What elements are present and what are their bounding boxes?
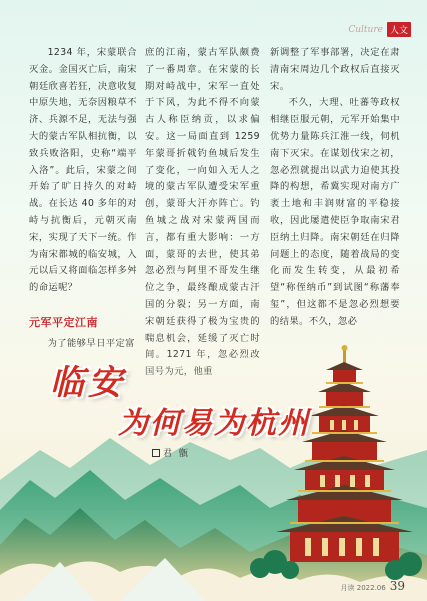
section-label-cn: 人文 <box>387 22 411 37</box>
page-number: 39 <box>389 579 405 593</box>
section-label-en: Culture <box>348 24 383 35</box>
paragraph: 庶的江南，蒙古军队颇费了一番周章。在宋蒙的长期对峙战中，宋军一直处于下风，为此不得不向蒙古人称臣纳贡，以求偏安。这一局面直到 1259 年蒙哥折戟钓鱼城后发生了变化，一向如入无人之境的蒙古军队遭受宋军重创，蒙哥大汗亦阵亡。钓鱼城之战对宋蒙两国而言，都有重大影响：一方面，蒙哥的去世，使其弟忽必烈与阿里不哥发生继位之争，最终酿成蒙古汗国的分裂；另一方面，南宋朝廷获得了极为宝贵的 <box>145 47 260 327</box>
magazine-issue: 月读 2022.06 <box>340 584 386 592</box>
byline-square-icon <box>152 449 160 457</box>
author-byline <box>152 446 190 459</box>
paragraph: 不久，大理、吐蕃等政权相继臣服元朝，元军开始集中优势力量陈兵江淮一线，伺机南下灭宋。在谋划伐宋之初，忽必烈就提出以武力迫使其投降的构想，希冀实现对南方广袤土地和丰润财富的平稳接收，因此屡遣使臣争取南宋君臣纳土归降。南宋朝廷在归降问题上的态度，随着战局的变化而发生转变，从最初希望“称侄纳币”到试图“称藩奉玺”，但这都不是忽必烈想要的结果。不久，忽必 <box>270 97 400 327</box>
text-column-1 <box>29 45 137 353</box>
section-header <box>348 22 411 37</box>
page-footer <box>341 579 405 593</box>
paragraph: 新调整了军事部署，决定在肃清南宋周边几个政权后直接灭宋。 <box>270 47 400 92</box>
article-title-line1: 临安 <box>50 363 126 403</box>
section-subheading: 元军平定江南 <box>29 315 98 329</box>
text-column-3 <box>270 45 400 331</box>
article-title-line2: 为何易为杭州 <box>118 406 310 441</box>
author-name: 君 甑 <box>163 449 190 459</box>
paragraph: 1234 年，宋蒙联合灭金。金国灭亡后，南宋朝廷欣喜若狂，决意收复中原失地，无奈因粮草不济、兵源不足，无法与强大的蒙古军队相抗衡，以致兵败洛阳，史称“端平入洛”。此后，宋蒙之间开始了旷日持久的对峙战。在长达 40 多年的对峙与抗衡后，元朝灭南宋，实现了天下一统。作为南宋都城的临安城，入元以后又将面临怎样多舛的命运呢？ <box>29 47 137 294</box>
